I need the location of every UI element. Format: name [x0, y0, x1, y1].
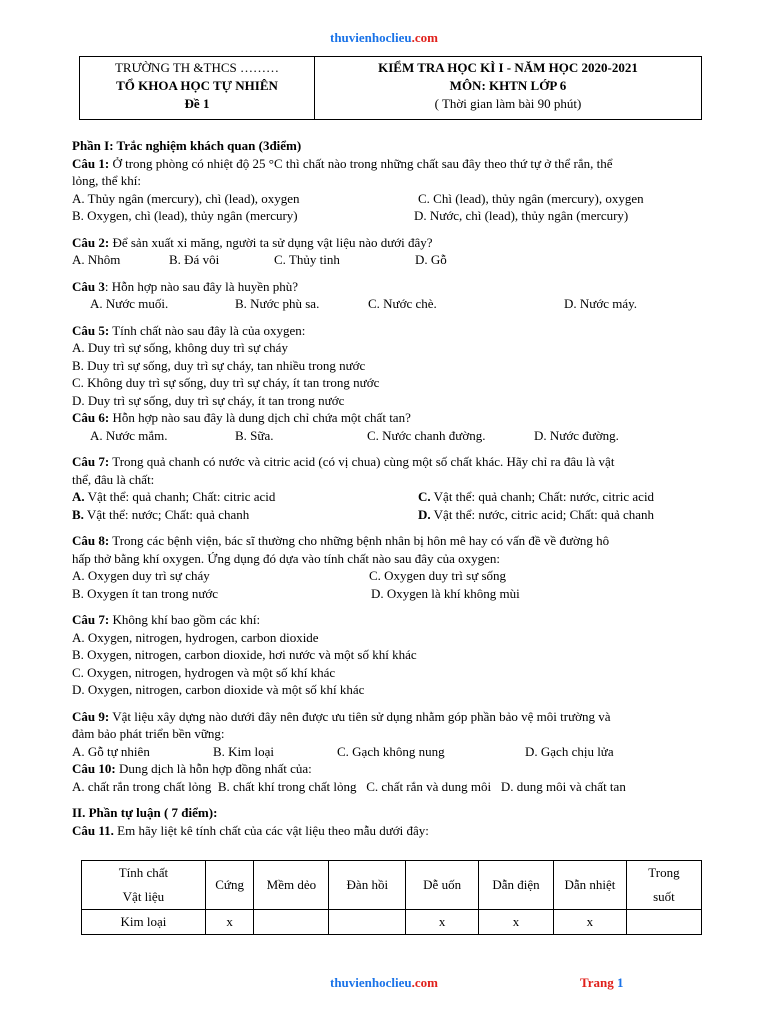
- table-cell[interactable]: [626, 910, 701, 935]
- option-c: C. Oxygen duy trì sự sống: [369, 568, 507, 583]
- option-d: D. Duy trì sự sống, duy trì sự cháy, ít tan trong nước: [72, 392, 345, 408]
- site-watermark-bottom[interactable]: [0, 975, 768, 991]
- option-a: A. Gỗ tự nhiên: [72, 743, 150, 759]
- page-num: 1: [616, 975, 624, 990]
- header-cell: Cứng: [205, 861, 254, 910]
- question-text: : Hỗn hợp nào sau đây là huyền phù?: [104, 278, 299, 294]
- header-cell: Dẫn điện: [479, 861, 554, 910]
- table-cell[interactable]: x: [205, 910, 254, 935]
- option-a: A. Oxygen, nitrogen, hydrogen, carbon dioxide: [72, 629, 319, 645]
- table-cell[interactable]: [254, 910, 329, 935]
- option-d: D. Oxygen, nitrogen, carbon dioxide và một số khí khác: [72, 682, 365, 697]
- question-label: Câu 7:: [72, 454, 110, 469]
- table-cell[interactable]: x: [479, 910, 554, 935]
- question-text: đảm bảo phát triển bền vững:: [72, 726, 225, 741]
- option-d: D. Nước, chì (lead), thủy ngân (mercury): [414, 208, 629, 223]
- question-label: Câu 7:: [72, 612, 110, 627]
- school-name: TRƯỜNG TH &THCS ………: [114, 60, 280, 75]
- question-label: Câu 9:: [72, 708, 110, 724]
- exam-info: [315, 57, 702, 120]
- time-limit: ( Thời gian làm bài 90 phút): [434, 96, 582, 111]
- option-b: B. Oxygen, chì (lead), thủy ngân (mercury): [72, 208, 298, 223]
- question-text: Dung dịch là hỗn hợp đồng nhất của:: [115, 761, 312, 776]
- option-d: D. Nước máy.: [564, 296, 638, 311]
- header-cell: Đàn hồi: [329, 861, 406, 910]
- option-c: C. Thủy tinh: [274, 252, 340, 267]
- site-name: thuvienhoclieu: [330, 975, 412, 990]
- question-label: Câu 8:: [72, 533, 110, 548]
- exam-title: KIỂM TRA HỌC KÌ I - NĂM HỌC 2020-2021: [378, 60, 638, 75]
- option-b: Vật thể: nước; Chất: quả chanh: [83, 506, 250, 522]
- question-text: Trong quả chanh có nước và citric acid (có vị chua) cùng một số chất khác. Hãy chỉ ra đâu là vật: [109, 454, 615, 469]
- materials-table: [81, 860, 702, 935]
- site-domain: .com: [411, 30, 438, 45]
- table-cell[interactable]: x: [553, 910, 626, 935]
- option-d: D. Oxygen là khí không mùi: [371, 585, 520, 601]
- option-a: A. Duy trì sự sống, không duy trì sự cháy: [72, 340, 288, 355]
- question-text: Vật liệu xây dựng nào dưới đây nên được ưu tiên sử dụng nhằm góp phần bảo vệ môi trường và: [109, 708, 611, 724]
- q10-options: A. chất rắn trong chất lỏng B. chất khí trong chất lỏng C. chất rắn và dung môi D. dung môi và chất tan: [72, 778, 626, 794]
- question-label: Câu 11.: [72, 822, 114, 838]
- option-c: Vật thể: quả chanh; Chất: nước, citric acid: [430, 489, 655, 504]
- option-b: B. Oxygen, nitrogen, carbon dioxide, hơi nước và một số khí khác: [72, 647, 417, 662]
- option-c: C. Gạch không nung: [337, 743, 445, 759]
- option-a: A. Thủy ngân (mercury), chì (lead), oxygen: [72, 190, 300, 206]
- option-d: D. Gỗ: [415, 252, 447, 267]
- header-cell-transparent: [626, 861, 701, 910]
- option-letter: A.: [72, 489, 85, 504]
- table-cell[interactable]: x: [406, 910, 479, 935]
- question-text: Không khí bao gồm các khí:: [109, 612, 261, 627]
- question-text: thể, đâu là chất:: [72, 471, 155, 487]
- option-d: Vật thể: nước, citric acid; Chất: quả chanh: [430, 506, 655, 522]
- exam-code: Đề 1: [184, 96, 210, 111]
- header-label: Vật liệu: [122, 889, 165, 904]
- header-label: suốt: [653, 889, 675, 904]
- header-cell: Dẫn nhiệt: [553, 861, 626, 910]
- option-b: B. Oxygen ít tan trong nước: [72, 585, 219, 601]
- option-b: B. Đá vôi: [169, 252, 220, 267]
- header-cell: Mềm dẻo: [254, 861, 329, 910]
- question-label: Câu 1:: [72, 155, 110, 171]
- question-text: Ở trong phòng có nhiệt độ 25 °C thì chất nào trong những chất sau đây theo thứ tự ở thể rắn, thể: [109, 155, 613, 171]
- option-b: B. Nước phù sa.: [235, 296, 320, 311]
- question-text: hấp thở bằng khí oxygen. Ứng dụng đó dựa vào tính chất nào sau đây của oxygen:: [72, 550, 500, 566]
- row-label: Kim loại: [82, 910, 206, 935]
- question-text: Trong các bệnh viện, bác sĩ thường cho những bệnh nhân bị hôn mê hay có vấn đề về đường hô: [109, 533, 610, 548]
- option-c: C. Chì (lead), thủy ngân (mercury), oxygen: [418, 190, 644, 206]
- option-a: A. Nước muối.: [90, 296, 169, 311]
- page-label: Trang: [580, 975, 617, 990]
- question-text: lỏng, thể khí:: [72, 173, 141, 188]
- part2-heading: II. Phần tự luận ( 7 điểm):: [72, 805, 218, 820]
- question-text: Hỗn hợp nào sau đây là dung dịch chỉ chứa một chất tan?: [109, 410, 411, 425]
- question-text: Em hãy liệt kê tính chất của các vật liệu theo mẫu dưới đây:: [113, 822, 429, 838]
- site-name: thuvienhoclieu: [330, 30, 412, 45]
- exam-header: [79, 56, 702, 120]
- subject: MÔN: KHTN LỚP 6: [449, 78, 567, 93]
- site-domain: .com: [411, 975, 438, 990]
- option-a: Vật thể: quả chanh; Chất: citric acid: [84, 489, 276, 504]
- option-b: B. Sữa.: [235, 427, 274, 443]
- department: TỔ KHOA HỌC TỰ NHIÊN: [116, 78, 278, 93]
- option-b: B. Kim loại: [213, 743, 275, 759]
- header-label: Tính chất: [118, 865, 169, 880]
- question-label: Câu 2:: [72, 234, 110, 250]
- option-a: A. Oxygen duy trì sự cháy: [72, 568, 210, 583]
- header-cell-properties: [82, 861, 206, 910]
- header-label: Trong: [648, 865, 680, 880]
- school-info: [80, 57, 315, 120]
- option-c: C. Không duy trì sự sống, duy trì sự cháy, ít tan trong nước: [72, 375, 380, 390]
- option-d: D. Gạch chịu lửa: [525, 743, 614, 759]
- option-c: C. Oxygen, nitrogen, hydrogen và một số khí khác: [72, 664, 336, 680]
- site-watermark-top[interactable]: [0, 30, 768, 46]
- option-c: C. Nước chanh đường.: [367, 427, 486, 443]
- table-cell[interactable]: [329, 910, 406, 935]
- option-letter: B.: [72, 506, 84, 522]
- part1-heading: Phần I: Trắc nghiệm khách quan (3điểm): [72, 138, 302, 153]
- option-a: A. Nhôm: [72, 252, 121, 267]
- header-cell: Dễ uốn: [406, 861, 479, 910]
- question-label: Câu 3: [72, 278, 105, 294]
- option-c: C. Nước chè.: [368, 296, 437, 311]
- page-number: [580, 975, 623, 991]
- exam-content: [72, 137, 722, 839]
- question-text: Tính chất nào sau đây là của oxygen:: [109, 322, 306, 338]
- option-letter: C.: [418, 489, 431, 504]
- option-a: A. Nước mắm.: [90, 427, 168, 443]
- question-label: Câu 5:: [72, 322, 110, 338]
- question-label: Câu 6:: [72, 410, 110, 425]
- question-text: Để sản xuất xi măng, người ta sử dụng vật liệu nào dưới đây?: [109, 234, 433, 250]
- question-label: Câu 10:: [72, 761, 116, 776]
- option-b: B. Duy trì sự sống, duy trì sự cháy, tan nhiều trong nước: [72, 357, 366, 373]
- option-d: D. Nước đường.: [534, 427, 619, 443]
- table-row: [82, 910, 702, 935]
- option-letter: D.: [418, 506, 431, 522]
